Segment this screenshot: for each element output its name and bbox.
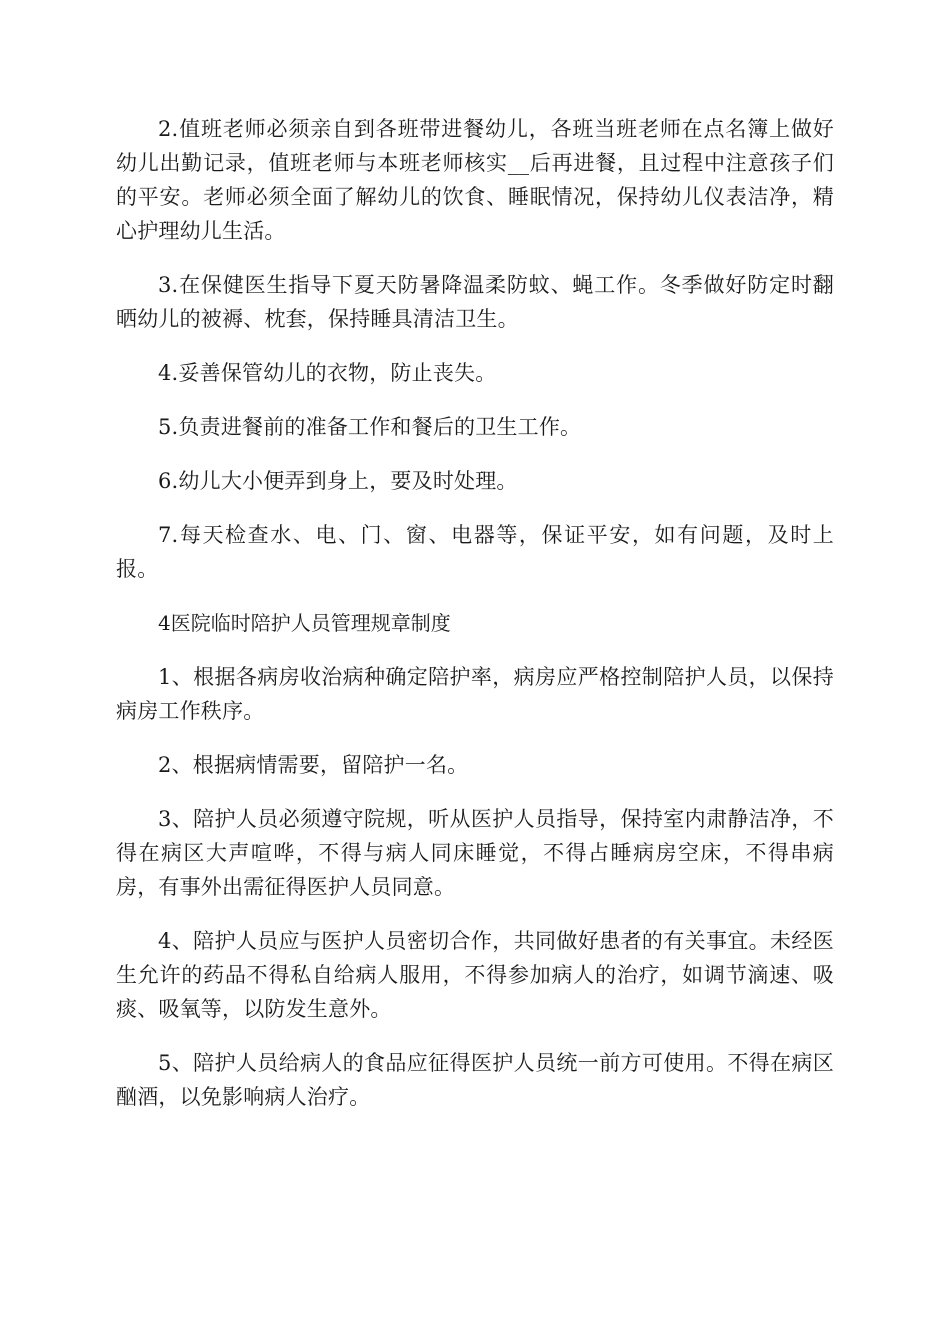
- paragraph-item-2: 2.值班老师必须亲自到各班带进餐幼儿，各班当班老师在点名簿上做好幼儿出勤记录，值班老师与本班老师核实__后再进餐，且过程中注意孩子们的平安。老师必须全面了解幼儿的饮食、睡眠情况，保持幼儿仪表洁净，精心护理幼儿生活。: [116, 117, 834, 243]
- rule-item-2: 2、根据病情需要，留陪护一名。: [158, 753, 469, 777]
- paragraph-item-3: 3.在保健医生指导下夏天防暑降温柔防蚊、蝇工作。冬季做好防定时翻晒幼儿的被褥、枕套，保持睡具清洁卫生。: [116, 273, 834, 331]
- document-body: [116, 112, 834, 1134]
- section-title: 4医院临时陪护人员管理规章制度: [158, 611, 451, 635]
- paragraph-item-7: 7.每天检查水、电、门、窗、电器等，保证平安，如有问题，及时上报。: [116, 523, 834, 581]
- rule-item-3: 3、陪护人员必须遵守院规，听从医护人员指导，保持室内肃静洁净，不得在病区大声喧哗，不得与病人同床睡觉，不得占睡病房空床，不得串病房，有事外出需征得医护人员同意。: [116, 807, 834, 899]
- rule-item-5: 5、陪护人员给病人的食品应征得医护人员统一前方可使用。不得在病区酗酒，以免影响病人治疗。: [116, 1051, 834, 1109]
- paragraph-item-5: 5.负责进餐前的准备工作和餐后的卫生工作。: [158, 415, 582, 439]
- paragraph-item-6: 6.幼儿大小便弄到身上，要及时处理。: [158, 469, 518, 493]
- paragraph-item-4: 4.妥善保管幼儿的衣物，防止丧失。: [158, 361, 497, 385]
- rule-item-4: 4、陪护人员应与医护人员密切合作，共同做好患者的有关事宜。未经医生允许的药品不得私自给病人服用，不得参加病人的治疗，如调节滴速、吸痰、吸氧等，以防发生意外。: [116, 929, 834, 1021]
- rule-item-1: 1、根据各病房收治病种确定陪护率，病房应严格控制陪护人员，以保持病房工作秩序。: [116, 665, 834, 723]
